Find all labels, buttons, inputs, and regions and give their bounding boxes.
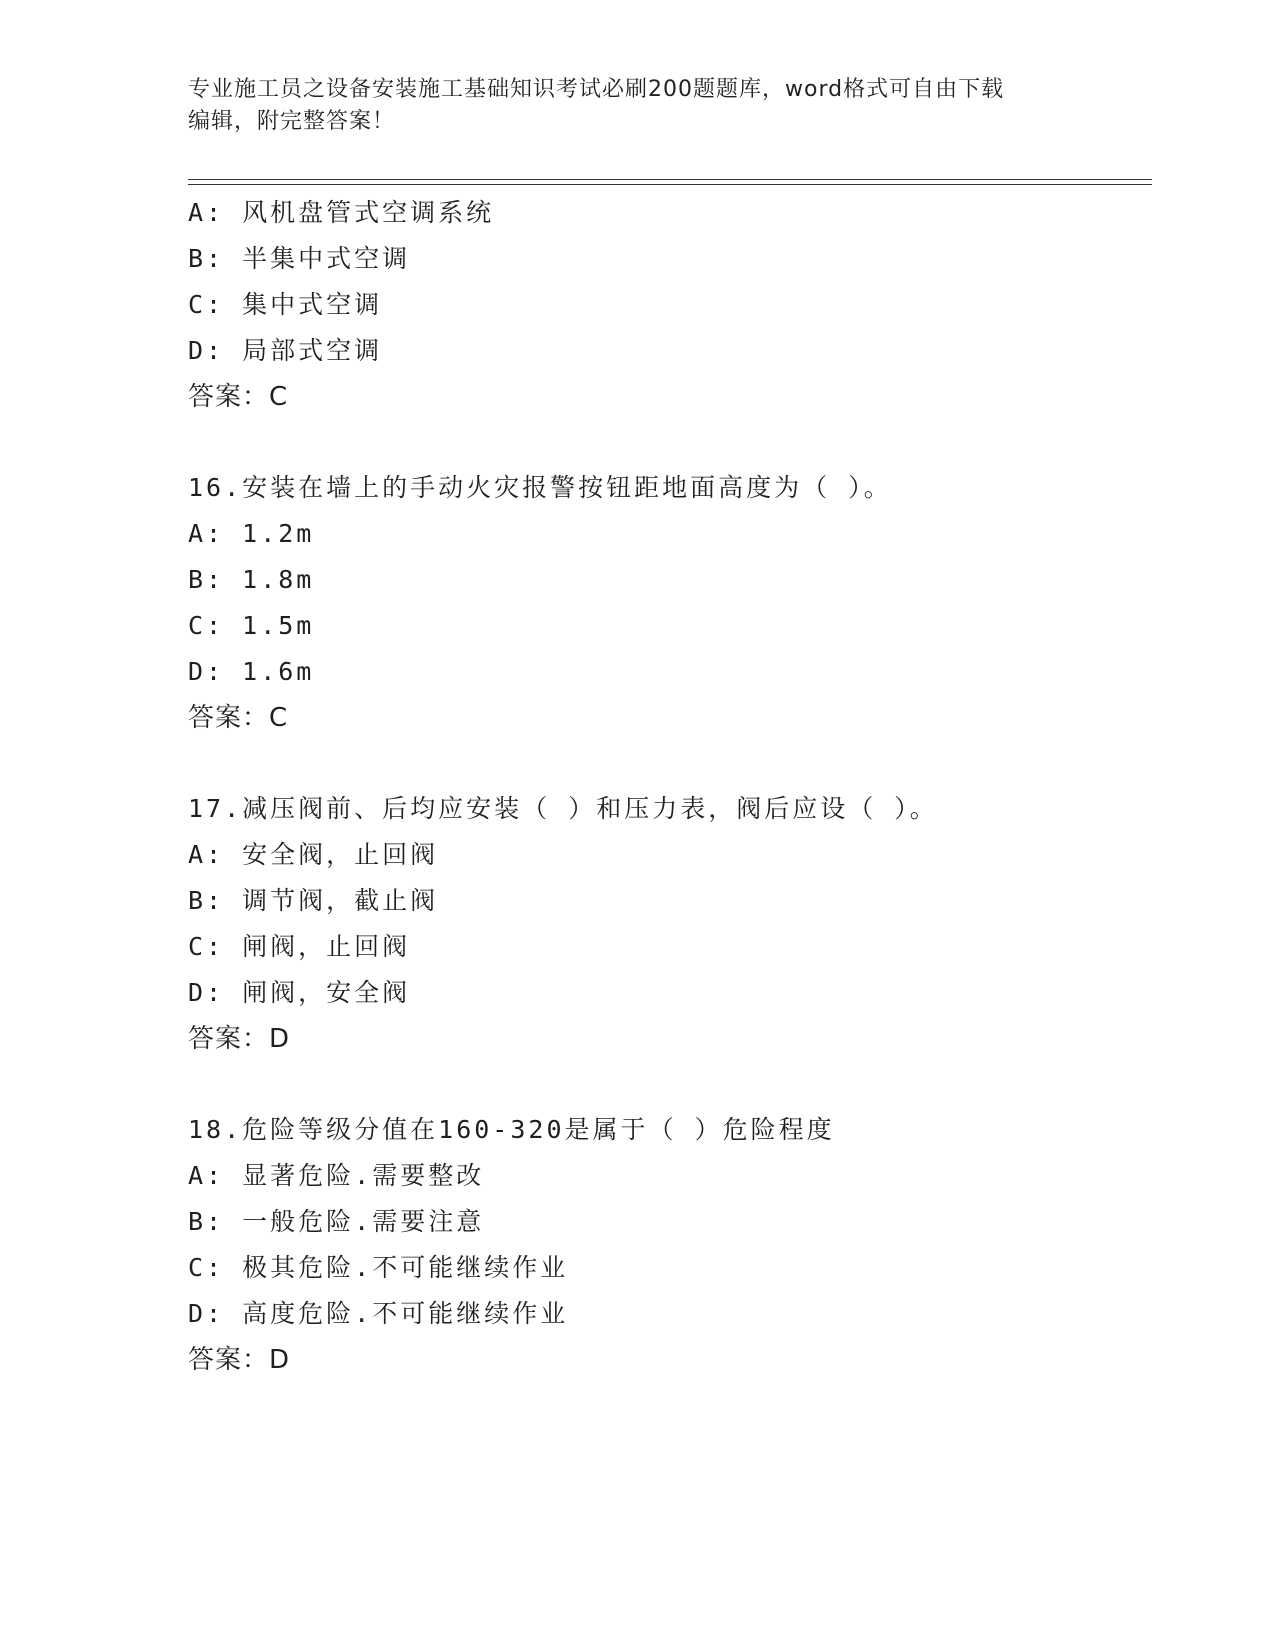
spacer [188,1062,1148,1107]
header-rule-top [188,179,1152,180]
spacer [188,420,1148,465]
spacer [188,741,1148,786]
option-b: B: 半集中式空调 [188,244,411,273]
option-a: A: 显著危险.需要整改 [188,1161,485,1190]
question-17 [188,786,1148,1062]
answer: 答案：C [188,703,289,733]
header-line-1: 专业施工员之设备安装施工基础知识考试必刷200题题库，word格式可自由下载 [188,77,1005,102]
question-15 [188,190,1148,420]
option-c: C: 1.5m [188,611,315,640]
option-b: B: 一般危险.需要注意 [188,1207,485,1236]
option-d: D: 高度危险.不可能继续作业 [188,1299,569,1328]
option-c: C: 集中式空调 [188,290,383,319]
option-a: A: 安全阀，止回阀 [188,840,439,869]
answer: 答案：D [188,1345,291,1375]
option-d: D: 闸阀，安全阀 [188,978,411,1007]
option-c: C: 极其危险.不可能继续作业 [188,1253,569,1282]
header-rule-bottom [188,184,1152,185]
option-a: A: 风机盘管式空调系统 [188,198,495,227]
option-b: B: 1.8m [188,565,315,594]
option-b: B: 调节阀，截止阀 [188,886,439,915]
answer: 答案：C [188,382,289,412]
document-header [188,74,1088,138]
header-line-2: 编辑，附完整答案！ [188,109,396,134]
option-a: A: 1.2m [188,519,315,548]
question-16 [188,465,1148,741]
option-d: D: 局部式空调 [188,336,383,365]
question-text: 16.安装在墙上的手动火灾报警按钮距地面高度为（ ）。 [188,473,892,502]
question-text: 18.危险等级分值在160-320是属于（ ）危险程度 [188,1115,835,1144]
option-d: D: 1.6m [188,657,315,686]
answer: 答案：D [188,1024,291,1054]
question-list [188,190,1148,1383]
option-c: C: 闸阀，止回阀 [188,932,411,961]
question-text: 17.减压阀前、后均应安装（ ）和压力表，阀后应设（ ）。 [188,794,938,823]
question-18 [188,1107,1148,1383]
